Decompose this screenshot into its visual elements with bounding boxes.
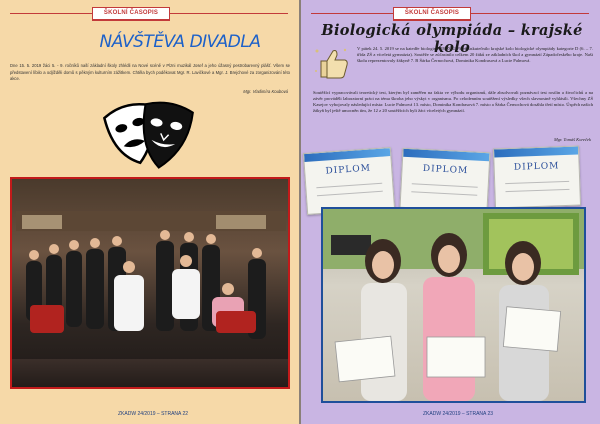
diploma-line [412,191,477,195]
diploma-band [494,147,578,158]
diploma-title: DIPLOM [422,163,469,177]
article-title: NÁVŠTĚVA DIVADLA [99,32,261,52]
diploma-card [399,148,490,213]
article-body-details: Soutěžící vypracovávali teoretický test, kterým byl zaměřen na fakta ve výhodu organismů, dále absolvovali poznávací test rostlin a živočichů a na závěr prováděli laboratorní práci na téma škroba jeho výskyt v organismu. Po celodenním soutěžení výsledky všech slavnostně vyhlásili. Všechny ZŠ Kasejov vybojovaly následující místa: Lucie Palmová 13. místo, Dominika Kondrasová 7. místo a Šárka Černochová dosáhla třetí místo. Úspěch našich žákyň byl ještě umocněn tím, že 12 z 20 soutěžících byli žáci víceletých gymnázií. [313,90,593,114]
diploma-band [403,149,489,161]
section-tab: ŠKOLNÍ ČASOPIS [393,7,471,20]
diploma-line [505,181,569,184]
left-page [0,0,299,424]
diploma-band [304,148,390,162]
article-title: Biologická olympiáda – krajské kolo [321,22,583,56]
group-of-students-image [16,211,286,371]
diploma-card [493,146,581,209]
diploma-card [303,147,395,215]
diploma-line [412,183,477,187]
class-group-photo [10,177,290,389]
header-rule-left [10,13,92,14]
header-rule-right [170,13,288,14]
three-students-image [323,209,584,401]
thumbs-up-icon [313,45,351,81]
article-signature: Mgr. Vladimíra Koubová [243,89,288,94]
article-body-intro: V pátek 24. 5. 2019 se na katedře biologie FPE ZČU Plzeň uskutečnilo krajské kolo biologické olympiády kategorie D (6. – 7. třída ZŠ a víceletá gymnázia). Soutěže se zúčastnilo celkem 20 žáků ze základních škol a gymnázií Západočeského kraje. Naši školu reprezentovaly žákyně 7. B Šárka Černochová, Dominika Kondrasová a Lucie Palmová. [357,46,593,64]
page-footer: ZKADW 24/2019 – STRANA 22 [118,411,189,417]
header-rule-left [311,13,393,14]
diploma-line [506,189,570,192]
diploma-title: DIPLOM [325,163,372,177]
article-body: Dne 15. 5. 2019 žáci 5. - 9. ročníků naší základní školy zhlédli na Nové scéně v Plzni muzikál Josef a jeho úžasný pestrobarevný plášť. Všem se představení líbilo a odjížděli domů s pěkným kulturním zážitkem. Chtěla bych poděkovat Mgr. R. Lavičkové a Mgr. J. Brejchové za zorganizování této akce. [10,63,290,81]
article-signature: Mgr. Tomáš Koreček [553,137,591,142]
students-with-diplomas-photo [321,207,586,403]
floor [12,359,288,387]
section-tab: ŠKOLNÍ ČASOPIS [92,7,170,20]
header-rule-right [471,13,589,14]
diploma-line [317,183,382,189]
right-page [301,0,600,424]
diploma-line [317,191,382,197]
diploma-title: DIPLOM [513,161,560,173]
page-footer: ZKADW 24/2019 – STRANA 23 [423,411,494,417]
theatre-masks-illustration [102,98,194,176]
